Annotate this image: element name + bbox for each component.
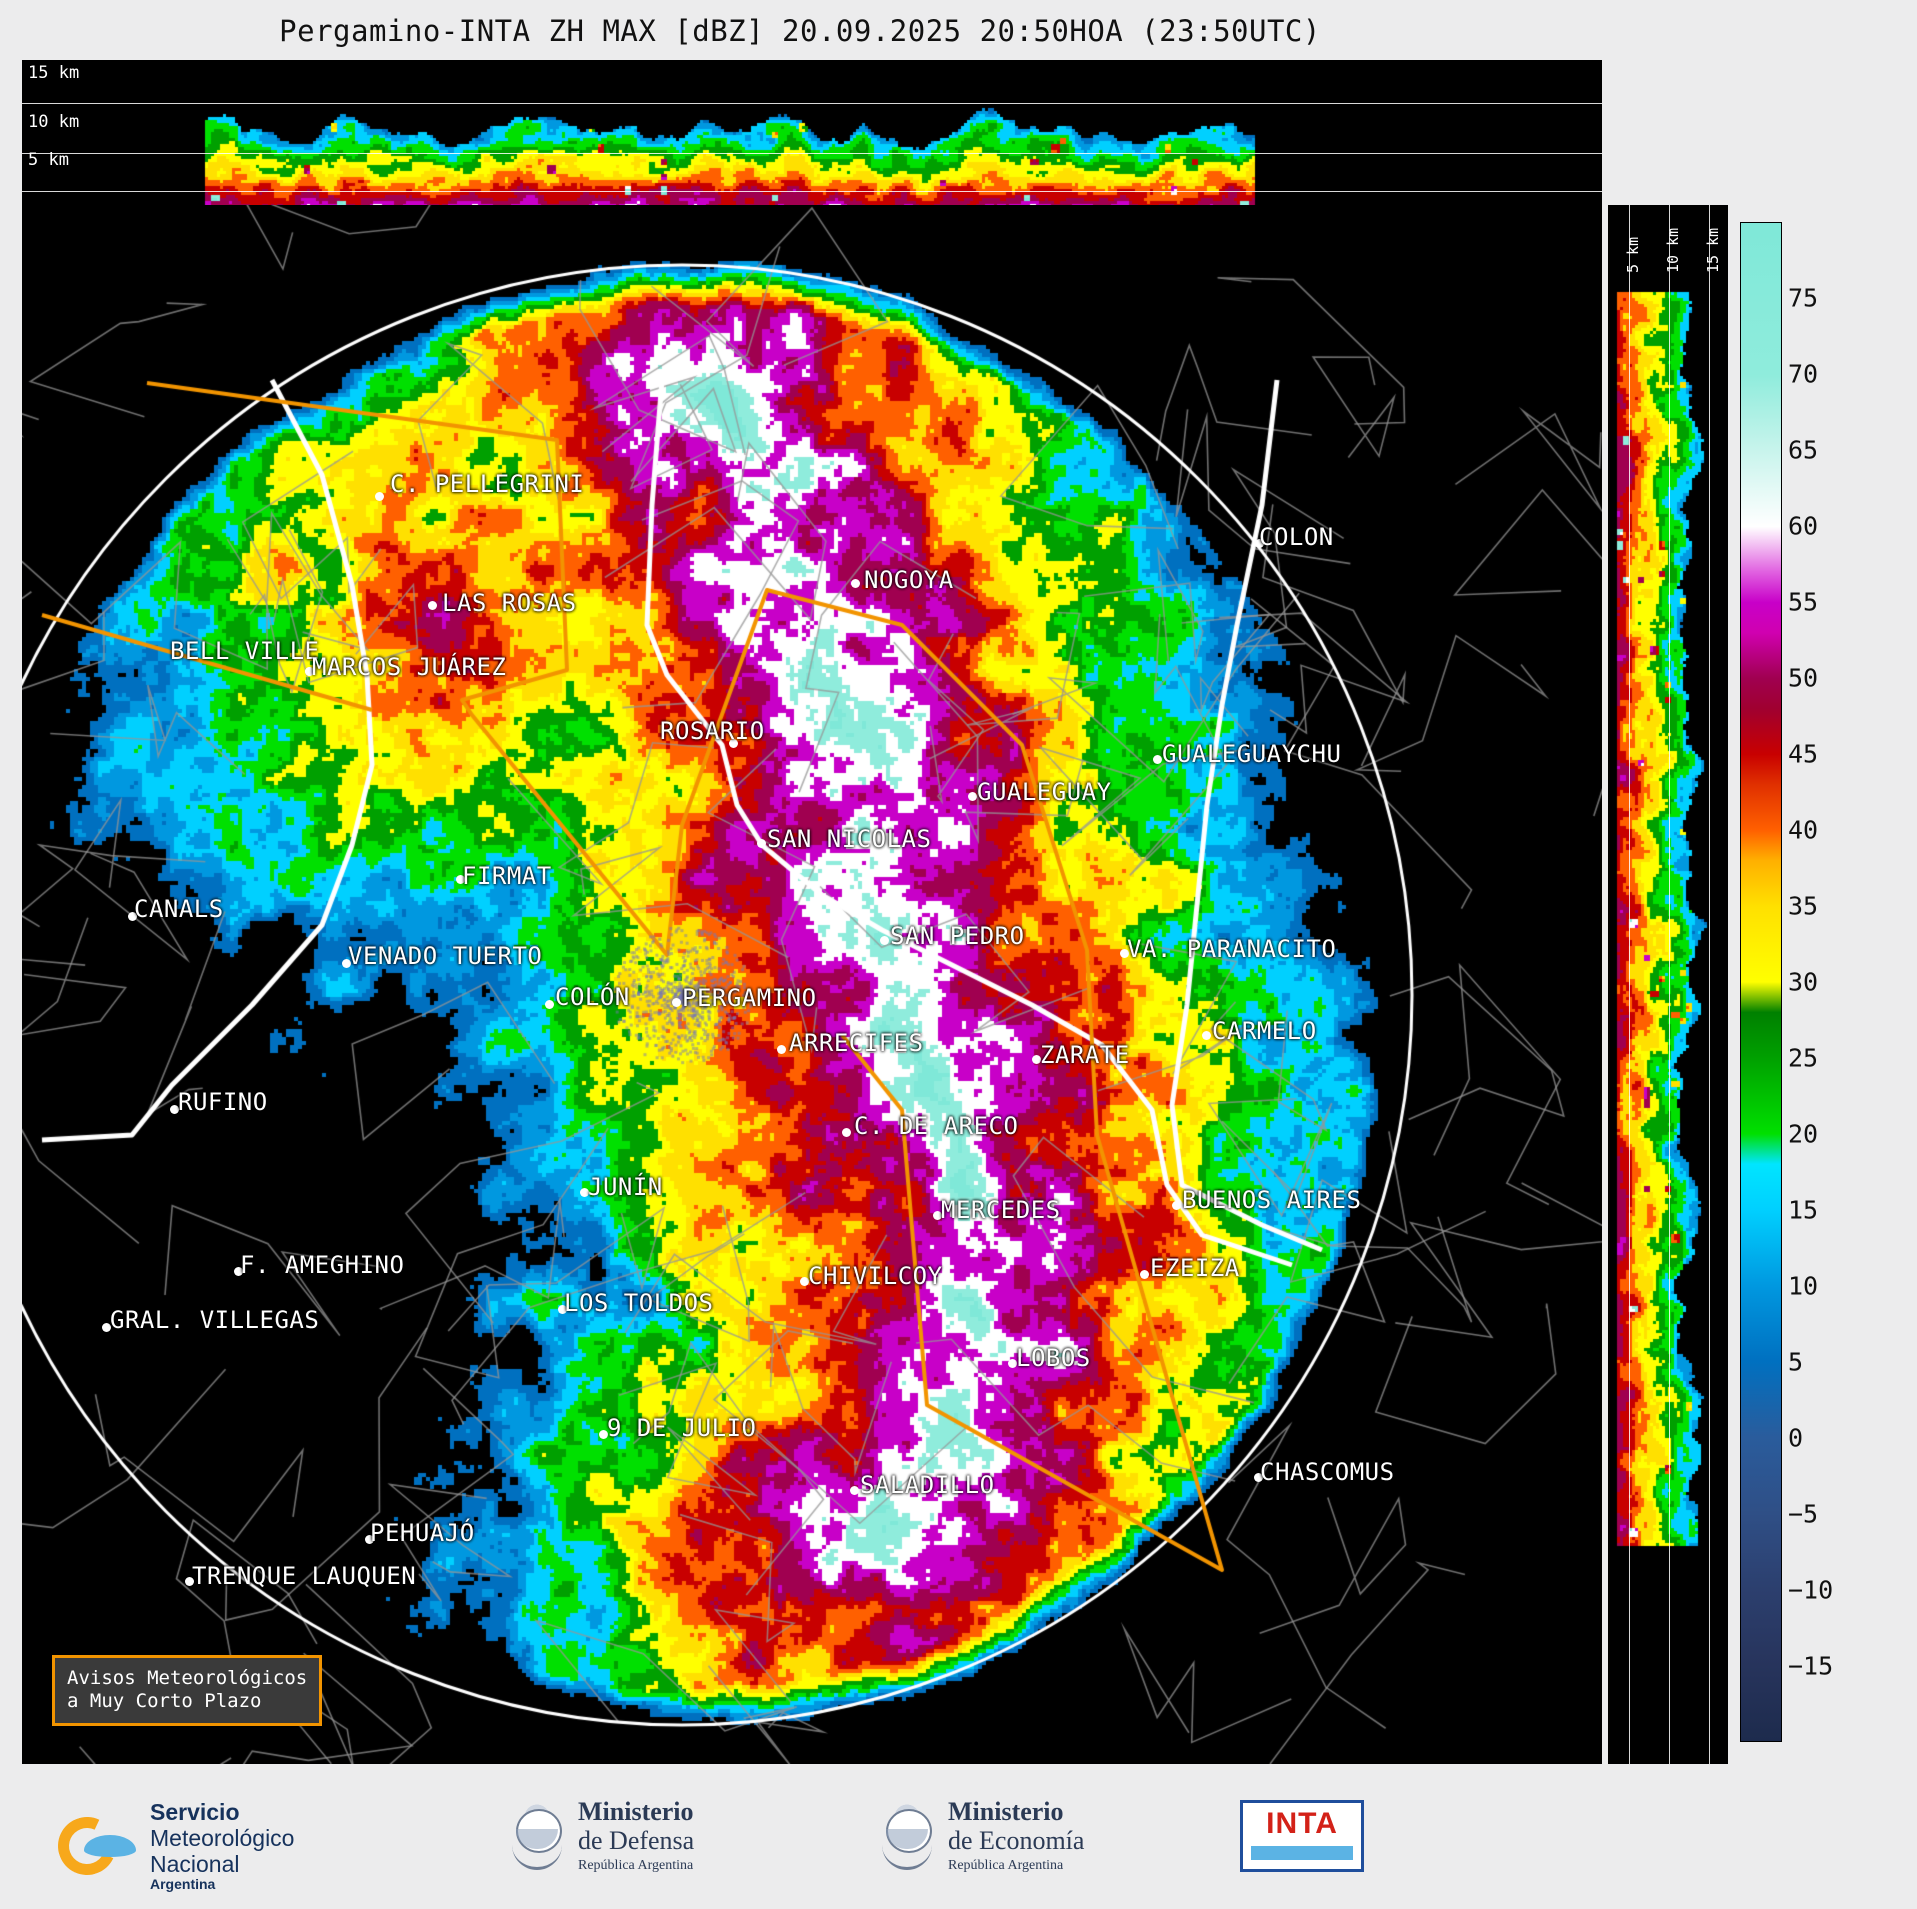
city-label: VENADO TUERTO (348, 942, 543, 970)
vlabel-5km: 5 km (1624, 236, 1642, 273)
city-label: ROSARIO (660, 717, 765, 745)
warning-legend-line2: a Muy Corto Plazo (67, 1690, 262, 1713)
colorbar-tick-label: 55 (1788, 587, 1819, 617)
colorbar-tick-label: 75 (1788, 283, 1819, 313)
label-5km: 5 km (28, 150, 69, 170)
city-label: COLÓN (555, 983, 630, 1011)
colorbar-tick-label: 50 (1788, 663, 1819, 693)
city-label: ARRECIFES (789, 1029, 924, 1057)
city-marker (545, 1000, 554, 1009)
city-marker (757, 839, 766, 848)
city-label: SAN PEDRO (890, 922, 1025, 950)
city-label: NOGOYA (864, 566, 954, 594)
logo-smn (58, 1800, 294, 1893)
city-marker (1153, 755, 1162, 764)
colorbar-tick-label: 5 (1788, 1347, 1804, 1377)
economia-line1: Ministerio (948, 1797, 1064, 1826)
city-marker (880, 936, 889, 945)
footer-logos (0, 1772, 1917, 1909)
city-label: GUALEGUAYCHU (1162, 740, 1342, 768)
city-label: PERGAMINO (682, 984, 817, 1012)
colorbar-tick-label: 0 (1788, 1423, 1804, 1453)
city-label: GRAL. VILLEGAS (110, 1306, 320, 1334)
colorbar-gradient (1740, 222, 1782, 1742)
city-label: SALADILLO (860, 1471, 995, 1499)
colorbar-tick-label: 40 (1788, 815, 1819, 845)
logo-ministerio-defensa (510, 1798, 694, 1874)
gridline-15km (22, 103, 1602, 104)
city-label: C. DE ARECO (854, 1112, 1019, 1140)
city-label: EZEIZA (1150, 1254, 1240, 1282)
defensa-line3: República Argentina (578, 1858, 694, 1874)
city-marker (851, 579, 860, 588)
city-label: COLON (1259, 523, 1334, 551)
city-label: CANALS (134, 895, 224, 923)
city-label: CARMELO (1212, 1017, 1317, 1045)
economia-line3: República Argentina (948, 1858, 1064, 1874)
city-label: CHASCOMUS (1260, 1458, 1395, 1486)
city-marker (842, 1128, 851, 1137)
colorbar-tick-label: 65 (1788, 435, 1819, 465)
right-cross-section-canvas (1608, 205, 1728, 1764)
city-label: SAN NICOLAS (767, 825, 932, 853)
colorbar-tick-label: 60 (1788, 511, 1819, 541)
inta-logo-icon (1240, 1800, 1364, 1872)
colorbar-tick-label: 10 (1788, 1271, 1819, 1301)
city-marker (1140, 1270, 1149, 1279)
city-marker (1172, 1201, 1181, 1210)
label-10km: 10 km (28, 112, 80, 132)
colorbar-tick-label: 35 (1788, 891, 1819, 921)
logo-inta (1240, 1800, 1364, 1872)
colorbar-tick-label: −5 (1788, 1499, 1819, 1529)
colorbar-tick-label: 45 (1788, 739, 1819, 769)
city-label: JUNÍN (588, 1173, 663, 1201)
city-label: CHIVILCOY (808, 1262, 943, 1290)
defensa-line1: Ministerio (578, 1797, 694, 1826)
city-marker (1202, 1031, 1211, 1040)
city-label: C. PELLEGRINI (390, 470, 585, 498)
city-marker (672, 998, 681, 1007)
smn-emblem-icon (58, 1815, 138, 1877)
colorbar (1740, 222, 1834, 1742)
defensa-line2: de Defensa (578, 1825, 695, 1855)
city-label: GUALEGUAY (977, 778, 1112, 806)
page-title: Pergamino-INTA ZH MAX [dBZ] 20.09.2025 20:50HOA (23:50UTC) (279, 14, 1321, 48)
radar-map[interactable] (22, 205, 1602, 1764)
vgridline-10km (1669, 205, 1670, 1764)
city-label: PEHUAJÓ (370, 1519, 475, 1547)
right-cross-section-panel (1608, 205, 1728, 1764)
city-label: RUFINO (178, 1088, 268, 1116)
vgridline-15km (1709, 205, 1710, 1764)
city-label: BELL VILLE (170, 637, 320, 665)
city-marker (850, 1486, 859, 1495)
label-15km: 15 km (28, 63, 80, 83)
colorbar-tick-label: 30 (1788, 967, 1819, 997)
city-label: ZARATE (1040, 1041, 1130, 1069)
colorbar-tick-label: −10 (1788, 1575, 1834, 1605)
city-label: TRENQUE LAUQUEN (192, 1562, 417, 1590)
vgridline-5km (1629, 205, 1630, 1764)
economia-line2: de Economía (948, 1825, 1085, 1855)
logo-ministerio-economia (880, 1798, 1084, 1874)
gridline-5km (22, 191, 1602, 192)
smn-line2: Meteorológico (150, 1824, 295, 1851)
smn-line3: Nacional (150, 1850, 240, 1877)
warning-legend-box (52, 1655, 322, 1727)
colorbar-tick-label: 20 (1788, 1119, 1819, 1149)
argentina-shield-icon-2 (880, 1803, 934, 1869)
argentina-shield-icon (510, 1803, 564, 1869)
city-label: MERCEDES (941, 1196, 1061, 1224)
gridline-10km (22, 153, 1602, 154)
warning-legend-line1: Avisos Meteorológicos (67, 1666, 308, 1689)
vlabel-15km: 15 km (1704, 227, 1722, 273)
smn-line1: Servicio (150, 1799, 240, 1825)
city-marker (375, 492, 384, 501)
city-marker (777, 1045, 786, 1054)
city-label: FIRMAT (462, 862, 552, 890)
city-marker (428, 601, 437, 610)
city-label: BUENOS AIRES (1182, 1186, 1362, 1214)
colorbar-tick-label: −15 (1788, 1651, 1834, 1681)
colorbar-tick-label: 15 (1788, 1195, 1819, 1225)
colorbar-tick-label: 70 (1788, 359, 1819, 389)
inta-wordmark: INTA (1266, 1807, 1338, 1840)
city-label: MARCOS JUÁREZ (312, 653, 507, 681)
city-label: LAS ROSAS (442, 589, 577, 617)
city-label: F. AMEGHINO (240, 1251, 405, 1279)
top-cross-section-canvas (22, 60, 1602, 205)
city-label: 9 DE JULIO (607, 1414, 757, 1442)
vlabel-10km: 10 km (1664, 227, 1682, 273)
city-label: VA. PARANACITO (1127, 935, 1337, 963)
smn-line4: Argentina (150, 1876, 216, 1893)
city-label: LOBOS (1016, 1344, 1091, 1372)
colorbar-tick-label: 25 (1788, 1043, 1819, 1073)
city-marker (968, 792, 977, 801)
top-cross-section-panel (22, 60, 1602, 205)
city-label: LOS TOLDOS (564, 1289, 714, 1317)
